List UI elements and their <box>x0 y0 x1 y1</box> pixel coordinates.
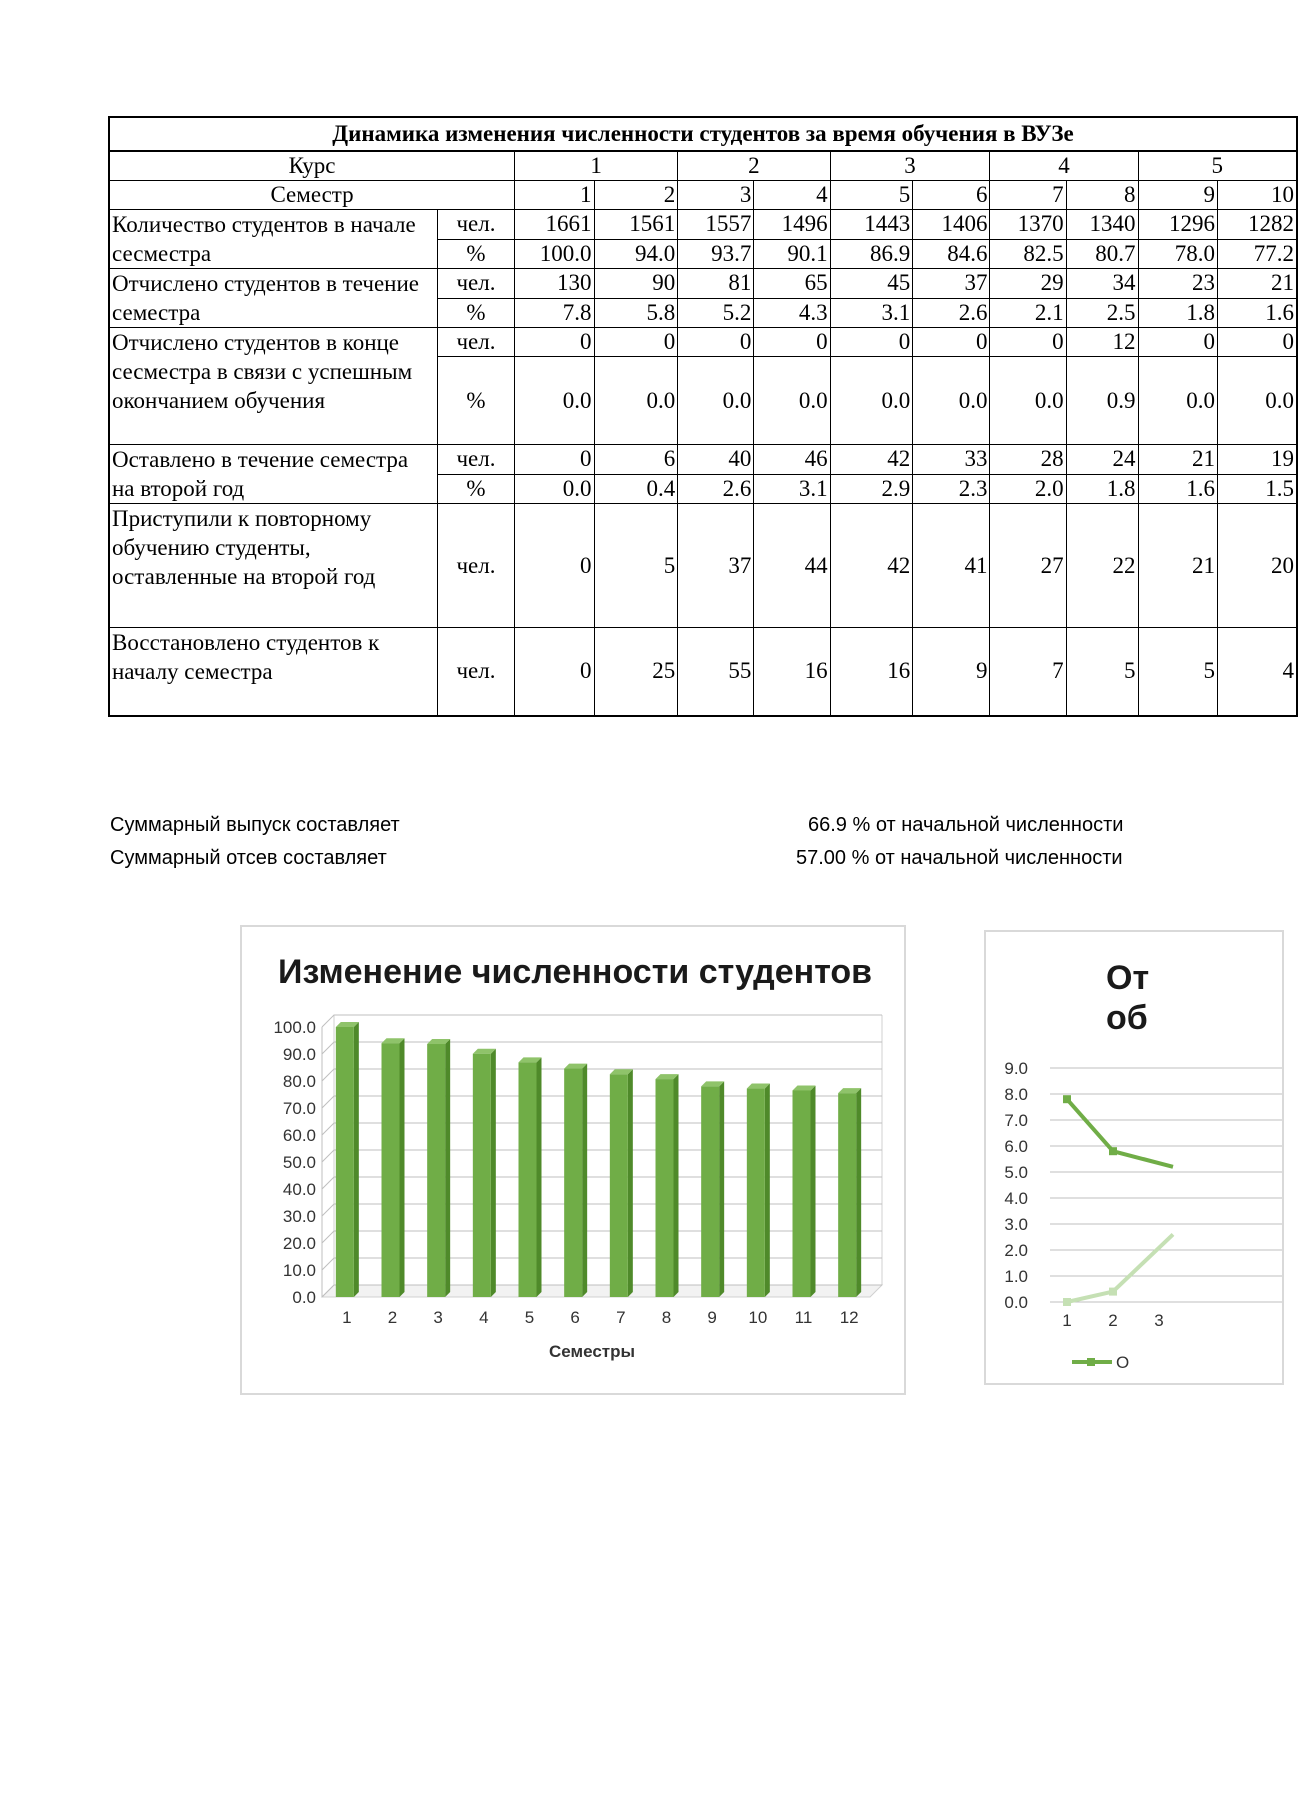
line-chart-y-tick-label: 7.0 <box>1004 1111 1028 1130</box>
line-chart-y-tick-label: 3.0 <box>1004 1215 1028 1234</box>
row-label-cell[interactable]: Отчислено студентов в течение семестра <box>109 269 437 328</box>
bar-chart-y-tick-label: 0.0 <box>292 1288 316 1307</box>
unit-cell[interactable]: чел. <box>437 445 514 475</box>
value-cell[interactable]: 5.8 <box>594 298 678 328</box>
value-cell[interactable]: 77.2 <box>1217 239 1297 269</box>
value-cell[interactable]: 0 <box>830 328 913 357</box>
row-label-cell[interactable]: Восстановлено студентов к началу семестра <box>109 628 437 716</box>
bar-chart-x-tick-label: 1 <box>342 1308 352 1327</box>
line-chart-y-tick-label: 6.0 <box>1004 1137 1028 1156</box>
bar-chart-x-tick-label: 4 <box>479 1308 489 1327</box>
value-cell[interactable]: 0 <box>990 328 1066 357</box>
value-cell[interactable]: 78.0 <box>1138 239 1217 269</box>
line-series-2-marker <box>1063 1298 1071 1306</box>
bar-side <box>811 1085 816 1297</box>
bar-side <box>400 1038 405 1297</box>
bar-chart-gridline <box>322 1069 882 1081</box>
value-cell[interactable]: 0.0 <box>913 357 990 445</box>
value-cell[interactable]: 0.0 <box>678 357 754 445</box>
bar-chart-y-tick-label: 100.0 <box>273 1018 316 1037</box>
value-cell[interactable]: 16 <box>830 628 913 716</box>
line-series-1 <box>1067 1099 1173 1167</box>
bar <box>519 1062 537 1297</box>
semester-cell[interactable]: 7 <box>990 181 1066 210</box>
course-cell[interactable]: 4 <box>990 151 1138 181</box>
student-dynamics-table <box>108 116 1298 717</box>
bar <box>427 1044 445 1297</box>
value-cell[interactable]: 0.0 <box>1217 357 1297 445</box>
bar-chart-x-tick-label: 11 <box>794 1308 813 1327</box>
value-cell[interactable]: 90 <box>594 269 678 299</box>
value-cell[interactable]: 42 <box>830 445 913 475</box>
bar-chart-y-tick-label: 60.0 <box>282 1126 316 1145</box>
value-cell[interactable]: 65 <box>754 269 830 299</box>
bar-chart-frame[interactable] <box>240 925 906 1395</box>
value-cell[interactable]: 1.5 <box>1217 474 1297 504</box>
unit-cell[interactable]: чел. <box>437 269 514 299</box>
semester-cell[interactable]: 5 <box>830 181 913 210</box>
table-row <box>109 628 1297 716</box>
bar-chart-x-tick-label: 5 <box>524 1308 535 1327</box>
bar-chart-x-tick-label: 2 <box>387 1308 398 1327</box>
semester-row <box>109 181 1297 210</box>
row-label-cell[interactable]: Отчислено студентов в конце сесместра в связи с успешным окончанием обучения <box>109 328 437 445</box>
summary-graduation <box>110 814 400 837</box>
summary-graduation-number: 66.9 <box>808 814 847 836</box>
bar <box>747 1089 765 1297</box>
value-cell[interactable]: 44 <box>754 504 830 628</box>
bar-chart-y-tick-label: 30.0 <box>282 1207 316 1226</box>
value-cell[interactable]: 5 <box>594 504 678 628</box>
value-cell[interactable]: 25 <box>594 628 678 716</box>
value-cell[interactable]: 22 <box>1066 504 1138 628</box>
bar <box>564 1069 582 1297</box>
value-cell[interactable]: 4 <box>1217 628 1297 716</box>
table-title[interactable]: Динамика изменения численности студентов за время обучения в ВУЗе <box>109 117 1297 151</box>
semester-cell[interactable]: 4 <box>754 181 830 210</box>
value-cell[interactable]: 2.6 <box>678 474 754 504</box>
bar-side <box>674 1074 679 1297</box>
bar-chart-y-tick-label: 40.0 <box>282 1180 316 1199</box>
line-chart-x-tick-label: 1 <box>1062 1311 1072 1330</box>
unit-cell[interactable]: % <box>437 474 514 504</box>
value-cell[interactable]: 3.1 <box>754 474 830 504</box>
value-cell[interactable]: 80.7 <box>1066 239 1138 269</box>
unit-cell[interactable]: % <box>437 239 514 269</box>
value-cell[interactable]: 4.3 <box>754 298 830 328</box>
unit-cell[interactable]: чел. <box>437 210 514 240</box>
table-row <box>109 269 1297 299</box>
bar-chart-x-tick-label: 10 <box>748 1308 768 1327</box>
course-label-cell[interactable]: Курс <box>109 151 515 181</box>
line-chart-title-line1: От <box>1106 959 1150 997</box>
bar-chart-gridline <box>322 1015 882 1027</box>
bar <box>610 1074 628 1297</box>
course-cell[interactable]: 1 <box>515 151 678 181</box>
course-cell[interactable]: 5 <box>1138 151 1297 181</box>
line-chart-x-tick-label: 3 <box>1154 1311 1164 1330</box>
value-cell[interactable]: 20 <box>1217 504 1297 628</box>
table-row <box>109 328 1297 357</box>
unit-cell[interactable]: чел. <box>437 504 514 628</box>
value-cell[interactable]: 33 <box>913 445 990 475</box>
value-cell[interactable]: 42 <box>830 504 913 628</box>
value-cell[interactable]: 0.0 <box>990 357 1066 445</box>
course-cell[interactable]: 2 <box>678 151 830 181</box>
bar-side <box>491 1049 496 1297</box>
value-cell[interactable]: 2.3 <box>913 474 990 504</box>
table-row <box>109 445 1297 475</box>
semester-cell[interactable]: 1 <box>515 181 594 210</box>
value-cell[interactable]: 46 <box>754 445 830 475</box>
summary-graduation-value <box>808 814 1123 837</box>
line-chart-frame[interactable] <box>984 930 1284 1385</box>
row-label-cell[interactable]: Приступили к повторному обучению студенты, оставленные на второй год <box>109 504 437 628</box>
bar <box>656 1079 674 1297</box>
table-title-row <box>109 117 1297 151</box>
bar-chart-x-tick-label: 6 <box>570 1308 580 1327</box>
value-cell[interactable]: 28 <box>990 445 1066 475</box>
line-series-2-marker <box>1109 1288 1117 1296</box>
semester-cell[interactable]: 6 <box>913 181 990 210</box>
value-cell[interactable]: 41 <box>913 504 990 628</box>
bar-side <box>582 1064 587 1297</box>
line-chart-y-tick-label: 9.0 <box>1004 1059 1028 1078</box>
value-cell[interactable]: 0 <box>1217 328 1297 357</box>
unit-cell[interactable]: чел. <box>437 328 514 357</box>
line-series-1-marker <box>1109 1147 1117 1155</box>
bar-chart-x-tick-label: 8 <box>661 1308 672 1327</box>
value-cell[interactable]: 1340 <box>1066 210 1138 240</box>
line-series-1-marker <box>1063 1095 1071 1103</box>
bar-chart-y-tick-label: 10.0 <box>282 1261 316 1280</box>
value-cell[interactable]: 1561 <box>594 210 678 240</box>
bar-chart-x-tick-label: 9 <box>707 1308 717 1327</box>
summary-graduation-label: Суммарный выпуск составляет <box>110 814 400 836</box>
bar-chart-y-tick-label: 90.0 <box>282 1045 316 1064</box>
bar-chart-y-tick-label: 70.0 <box>282 1099 316 1118</box>
value-cell[interactable]: 0.0 <box>594 357 678 445</box>
course-row <box>109 151 1297 181</box>
value-cell[interactable]: 0.9 <box>1066 357 1138 445</box>
value-cell[interactable]: 21 <box>1217 269 1297 299</box>
line-chart-y-tick-label: 8.0 <box>1004 1085 1028 1104</box>
value-cell[interactable]: 0 <box>515 628 594 716</box>
table-row <box>109 210 1297 240</box>
value-cell[interactable]: 55 <box>678 628 754 716</box>
value-cell[interactable]: 1496 <box>754 210 830 240</box>
value-cell[interactable]: 0 <box>754 328 830 357</box>
value-cell[interactable]: 2.6 <box>913 298 990 328</box>
bar <box>701 1086 719 1297</box>
summary-dropout-label: Суммарный отсев составляет <box>110 847 387 869</box>
bar-chart-x-tick-label: 3 <box>433 1308 443 1327</box>
value-cell[interactable]: 1443 <box>830 210 913 240</box>
unit-cell[interactable]: % <box>437 357 514 445</box>
value-cell[interactable]: 2.9 <box>830 474 913 504</box>
value-cell[interactable]: 24 <box>1066 445 1138 475</box>
spreadsheet-viewport <box>108 116 1294 1416</box>
value-cell[interactable]: 29 <box>990 269 1066 299</box>
value-cell[interactable]: 1.6 <box>1217 298 1297 328</box>
bar-chart-title: Изменение численности студентов <box>278 953 873 991</box>
value-cell[interactable]: 34 <box>1066 269 1138 299</box>
bar <box>838 1093 856 1297</box>
summary-dropout-suffix: % от начальной численности <box>851 847 1123 869</box>
bar-side <box>765 1084 770 1297</box>
unit-cell[interactable]: чел. <box>437 628 514 716</box>
unit-cell[interactable]: % <box>437 298 514 328</box>
value-cell[interactable]: 0 <box>913 328 990 357</box>
line-chart-title-line2: об <box>1106 999 1148 1037</box>
line-chart-y-tick-label: 2.0 <box>1004 1241 1028 1260</box>
value-cell[interactable]: 19 <box>1217 445 1297 475</box>
line-chart-y-tick-label: 0.0 <box>1004 1293 1028 1312</box>
value-cell[interactable]: 0 <box>515 504 594 628</box>
semester-cell[interactable]: 3 <box>678 181 754 210</box>
summary-dropout-number: 57.00 <box>796 847 847 869</box>
value-cell[interactable]: 5 <box>1066 628 1138 716</box>
course-cell[interactable]: 3 <box>830 151 990 181</box>
value-cell[interactable]: 0.0 <box>754 357 830 445</box>
value-cell[interactable]: 81 <box>678 269 754 299</box>
bar <box>382 1043 400 1297</box>
value-cell[interactable]: 0.4 <box>594 474 678 504</box>
value-cell[interactable]: 94.0 <box>594 239 678 269</box>
value-cell[interactable]: 27 <box>990 504 1066 628</box>
value-cell[interactable]: 0 <box>1138 328 1217 357</box>
bar <box>793 1090 811 1297</box>
bar <box>336 1027 354 1297</box>
value-cell[interactable]: 2.5 <box>1066 298 1138 328</box>
value-cell[interactable]: 37 <box>913 269 990 299</box>
value-cell[interactable]: 1296 <box>1138 210 1217 240</box>
bar-chart-x-axis-title: Семестры <box>549 1342 635 1361</box>
line-chart-legend-marker <box>1087 1358 1095 1366</box>
value-cell[interactable]: 2.1 <box>990 298 1066 328</box>
bar-side <box>354 1022 359 1297</box>
bar-chart-x-tick-label: 7 <box>616 1308 626 1327</box>
line-chart-plot <box>986 932 1282 1383</box>
bar-chart-gridline <box>322 1042 882 1054</box>
line-chart-legend-label: О <box>1116 1353 1130 1372</box>
value-cell[interactable]: 86.9 <box>830 239 913 269</box>
value-cell[interactable]: 0.0 <box>515 474 594 504</box>
value-cell[interactable]: 130 <box>515 269 594 299</box>
value-cell[interactable]: 90.1 <box>754 239 830 269</box>
value-cell[interactable]: 6 <box>594 445 678 475</box>
value-cell[interactable]: 84.6 <box>913 239 990 269</box>
value-cell[interactable]: 21 <box>1138 445 1217 475</box>
value-cell[interactable]: 0.0 <box>830 357 913 445</box>
line-chart-x-tick-label: 2 <box>1108 1311 1118 1330</box>
value-cell[interactable]: 1406 <box>913 210 990 240</box>
summary-dropout-value <box>796 847 1123 870</box>
value-cell[interactable]: 1.8 <box>1066 474 1138 504</box>
semester-cell[interactable]: 10 <box>1217 181 1297 210</box>
row-label-cell[interactable]: Количество студентов в начале сесместра <box>109 210 437 269</box>
value-cell[interactable]: 0 <box>594 328 678 357</box>
bar-chart-y-tick-label: 80.0 <box>282 1072 316 1091</box>
bar-chart-y-tick-label: 20.0 <box>282 1234 316 1253</box>
bar-side <box>628 1069 633 1297</box>
value-cell[interactable]: 0 <box>515 328 594 357</box>
value-cell[interactable]: 5 <box>1138 628 1217 716</box>
bar-side <box>856 1088 861 1297</box>
line-chart-y-tick-label: 1.0 <box>1004 1267 1028 1286</box>
value-cell[interactable]: 93.7 <box>678 239 754 269</box>
value-cell[interactable]: 100.0 <box>515 239 594 269</box>
value-cell[interactable]: 9 <box>913 628 990 716</box>
value-cell[interactable]: 1282 <box>1217 210 1297 240</box>
value-cell[interactable]: 37 <box>678 504 754 628</box>
line-chart-y-tick-label: 4.0 <box>1004 1189 1028 1208</box>
value-cell[interactable]: 12 <box>1066 328 1138 357</box>
value-cell[interactable]: 82.5 <box>990 239 1066 269</box>
table-row <box>109 504 1297 628</box>
value-cell[interactable]: 1370 <box>990 210 1066 240</box>
value-cell[interactable]: 1661 <box>515 210 594 240</box>
value-cell[interactable]: 0 <box>678 328 754 357</box>
value-cell[interactable]: 1.6 <box>1138 474 1217 504</box>
value-cell[interactable]: 1.8 <box>1138 298 1217 328</box>
bar-chart-plot <box>242 927 904 1393</box>
value-cell[interactable]: 0.0 <box>515 357 594 445</box>
summary-dropout <box>110 847 387 870</box>
value-cell[interactable]: 7.8 <box>515 298 594 328</box>
value-cell[interactable]: 40 <box>678 445 754 475</box>
value-cell[interactable]: 16 <box>754 628 830 716</box>
value-cell[interactable]: 1557 <box>678 210 754 240</box>
bar-chart-y-tick-label: 50.0 <box>282 1153 316 1172</box>
bar-side <box>537 1057 542 1297</box>
row-label-cell[interactable]: Оставлено в течение семестра на второй год <box>109 445 437 504</box>
bar-chart-x-tick-label: 12 <box>839 1308 859 1327</box>
bar-side <box>445 1039 450 1297</box>
semester-label-cell[interactable]: Семестр <box>109 181 515 210</box>
value-cell[interactable]: 5.2 <box>678 298 754 328</box>
value-cell[interactable]: 21 <box>1138 504 1217 628</box>
value-cell[interactable]: 23 <box>1138 269 1217 299</box>
value-cell[interactable]: 2.0 <box>990 474 1066 504</box>
value-cell[interactable]: 0.0 <box>1138 357 1217 445</box>
summary-graduation-suffix: % от начальной численности <box>852 814 1124 836</box>
semester-cell[interactable]: 9 <box>1138 181 1217 210</box>
semester-cell[interactable]: 2 <box>594 181 678 210</box>
line-series-2 <box>1067 1234 1173 1302</box>
bar-side <box>719 1081 724 1297</box>
value-cell[interactable]: 7 <box>990 628 1066 716</box>
value-cell[interactable]: 3.1 <box>830 298 913 328</box>
semester-cell[interactable]: 8 <box>1066 181 1138 210</box>
value-cell[interactable]: 45 <box>830 269 913 299</box>
value-cell[interactable]: 0 <box>515 445 594 475</box>
line-chart-y-tick-label: 5.0 <box>1004 1163 1028 1182</box>
bar <box>473 1054 491 1297</box>
